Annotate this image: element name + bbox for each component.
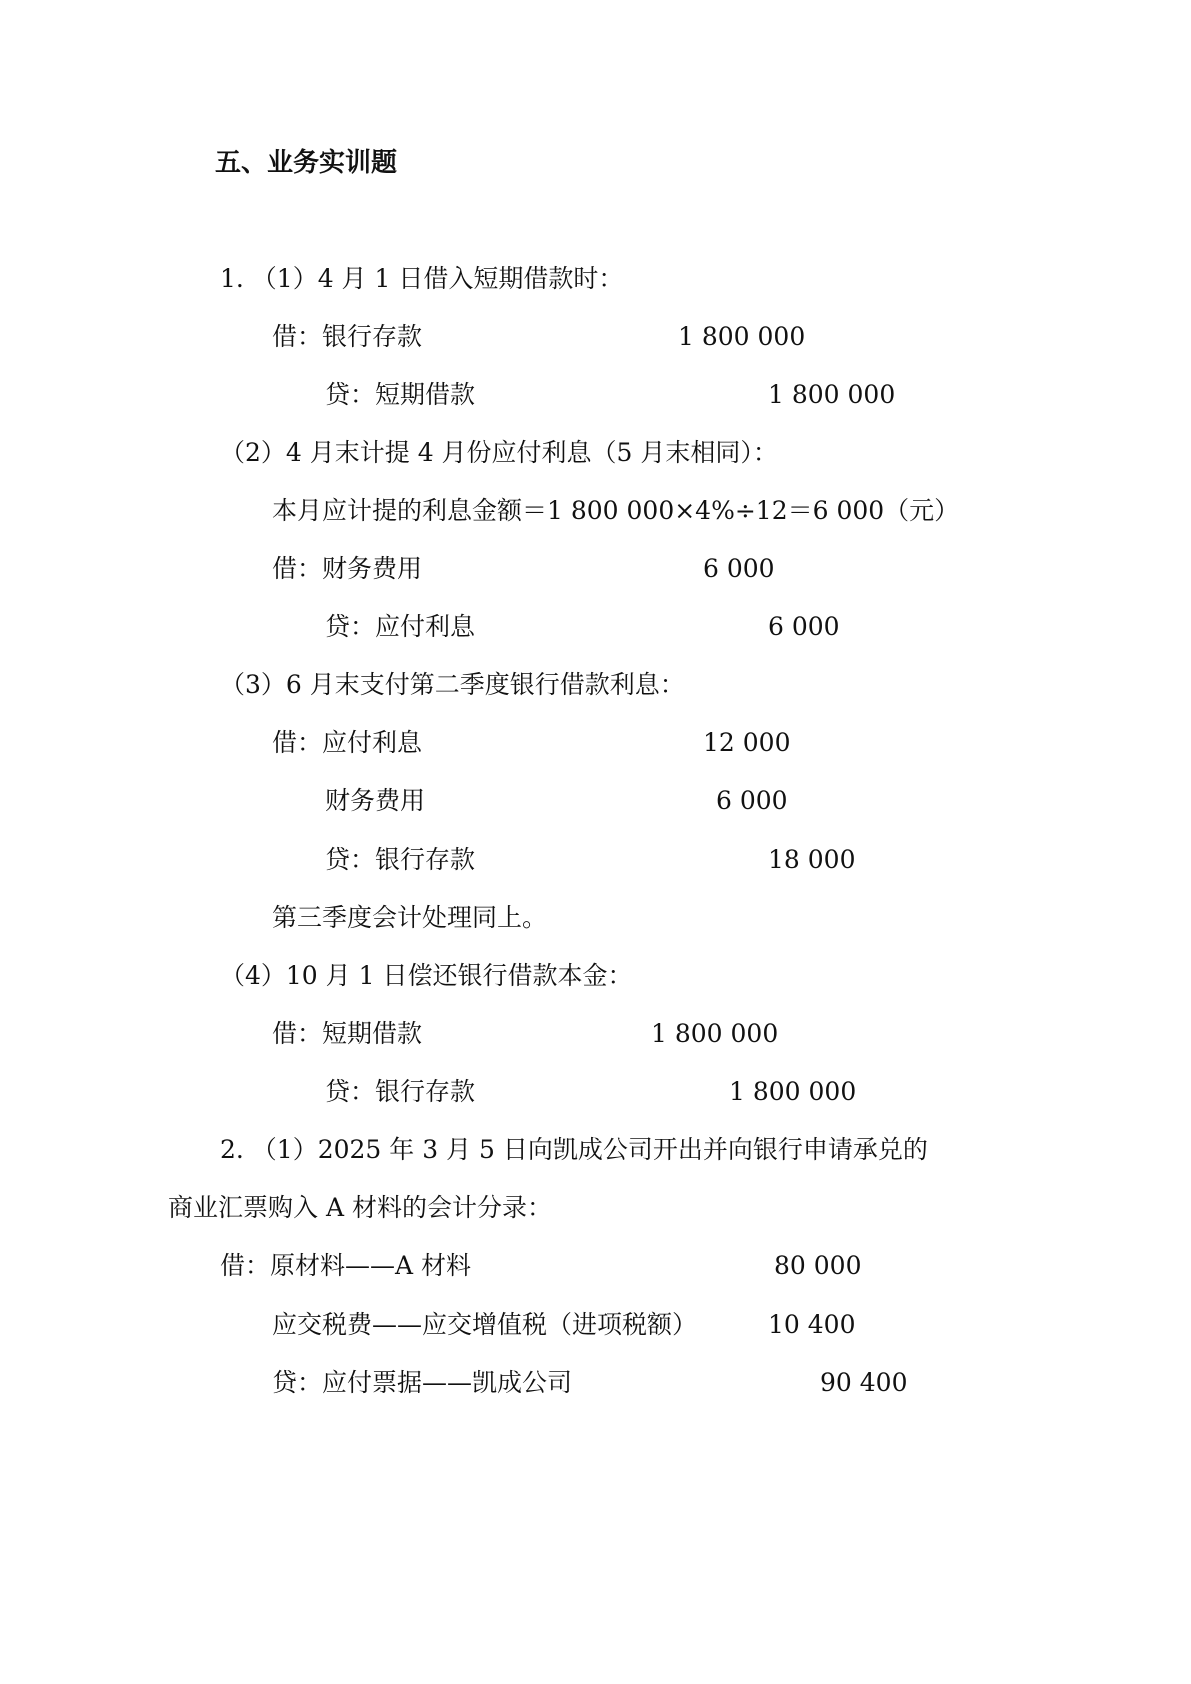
q1-part2-debit-amount: 6 000 [703, 554, 775, 583]
q1-part3-credit-amount: 18 000 [768, 845, 856, 874]
q2-debit2: 应交税费——应交增值税（进项税额） [272, 1310, 698, 1339]
q2-debit1: 借：原材料——A 材料 [220, 1251, 472, 1280]
q1-part3-heading: （3）6 月末支付第二季度银行借款利息： [220, 670, 685, 699]
q1-part1-credit: 贷：短期借款 [325, 380, 476, 409]
q1-part3-debit2-amount: 6 000 [716, 786, 788, 815]
q1-part1-heading: 1. （1）4 月 1 日借入短期借款时： [220, 264, 624, 293]
q1-part2-debit: 借：财务费用 [272, 554, 423, 583]
q2-credit-amount: 90 400 [820, 1368, 908, 1397]
q1-part1-debit-amount: 1 800 000 [678, 322, 806, 351]
q2-debit2-amount: 10 400 [768, 1310, 856, 1339]
q2-credit: 贷：应付票据——凯成公司 [272, 1368, 573, 1397]
q2-heading-line1: 2. （1）2025 年 3 月 5 日向凯成公司开出并向银行申请承兑的 [220, 1135, 928, 1164]
q2-debit1-amount: 80 000 [774, 1251, 862, 1280]
q1-part3-credit: 贷：银行存款 [325, 845, 476, 874]
q1-part3-note: 第三季度会计处理同上。 [272, 903, 548, 932]
q1-part4-credit-amount: 1 800 000 [729, 1077, 857, 1106]
q1-part4-debit: 借：短期借款 [272, 1019, 423, 1048]
q1-part2-calculation: 本月应计提的利息金额＝1 800 000×4%÷12＝6 000（元） [272, 496, 960, 525]
q1-part1-credit-amount: 1 800 000 [768, 380, 896, 409]
q1-part3-debit1-amount: 12 000 [703, 728, 791, 757]
q1-part1-debit: 借：银行存款 [272, 322, 423, 351]
section-title: 五、业务实训题 [215, 148, 398, 178]
q1-part3-debit2: 财务费用 [325, 786, 426, 815]
q1-part4-credit: 贷：银行存款 [325, 1077, 476, 1106]
q1-part3-debit1: 借：应付利息 [272, 728, 423, 757]
q1-part4-heading: （4）10 月 1 日偿还银行借款本金： [220, 961, 633, 990]
q1-part2-credit: 贷：应付利息 [325, 612, 476, 641]
q1-part4-debit-amount: 1 800 000 [651, 1019, 779, 1048]
q2-heading-line2: 商业汇票购入 A 材料的会计分录： [168, 1193, 552, 1222]
q1-part2-heading: （2）4 月末计提 4 月份应付利息（5 月末相同）： [220, 438, 778, 467]
q1-part2-credit-amount: 6 000 [768, 612, 840, 641]
